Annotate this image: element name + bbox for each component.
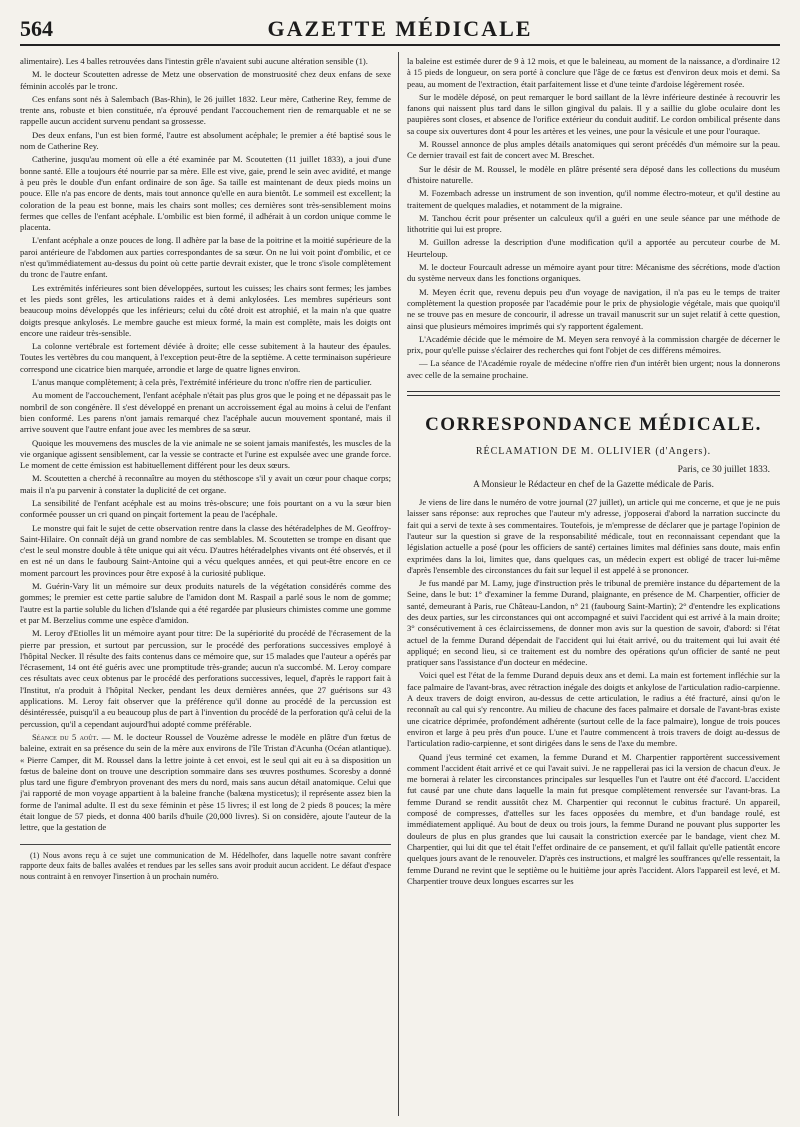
page-number: 564 xyxy=(20,16,53,41)
paragraph: Sur le désir de M. Roussel, le modèle en plâtre présenté sera déposé dans les collections du muséum d'histoire naturelle. xyxy=(407,163,780,185)
paragraph: la baleine est estimée durer de 9 à 12 mois, et que le baleineau, au moment de la naissance, a d'ordinaire 12 à 15 pieds de longueur, on sera porté à conclure que l'âge de ce fœtus est d'environ deux mois et demi. Sa peau, au moment de l'extraction, était parfaitement lisse et d'une teinte d'ardoise légèrement rosée. xyxy=(407,56,780,89)
paragraph: M. le docteur Fourcault adresse un mémoire ayant pour titre: Mécanisme des sécrétions, mode d'action du système nerveux dans les fonctions organiques. xyxy=(407,262,780,284)
paragraph: L'enfant acéphale a onze pouces de long. Il adhère par la base de la poitrine et la moitié supérieure de la paroi antérieure de l'abdomen aux parties correspondantes de sa sœur. On ne lui voit point d'ombilic, et ce n'est qu'immédiatement au-dessus du point où cette partie devrait exister, que le tronc s'isole complètement du tronc de l'autre enfant. xyxy=(20,235,391,280)
paragraph: Au moment de l'accouchement, l'enfant acéphale n'était pas plus gros que le poing et ne dépassait pas le nombril de son congénère. Il s'est développé en prenant un accroissement égal au moins à celui de l'enfant bien conformé. Les parens n'ont jamais remarqué chez l'acéphale aucun mouvement spontané, mais il arrive souvent que l'autre enfant joue avec les membres de sa sœur. xyxy=(20,390,391,435)
footnote-divider xyxy=(20,844,391,845)
paragraph: alimentaire). Les 4 balles retrouvées dans l'intestin grêle n'avaient subi aucune altération sensible (1). xyxy=(20,56,368,66)
section-divider xyxy=(407,391,780,396)
paragraph: Sur le modèle déposé, on peut remarquer le bord saillant de la lèvre inférieure destinée à recouvrir les fanons qui naissent plus tard dans le sillon gingival du palais. Il y a saillie du globe oculaire dont les paupières sont closes, et absence de l'orifice extérieur du conduit auditif. Le cordon ombilical présente dans sa coupe six ouvertures dont 4 pour les artères et les veines, une pour la vésicule et une pour l'ouraque. xyxy=(407,91,780,136)
article-subtitle: RÉCLAMATION DE M. OLLIVIER (d'Angers). xyxy=(475,446,712,458)
paragraph: M. Scoutetten a cherché à reconnaître au moyen du stéthoscope s'il y avait un cœur pour chaque corps; mais il n'a pu parvenir à constater la duplicité de cet organe. xyxy=(20,473,391,495)
journal-title: GAZETTE MÉDICALE xyxy=(267,16,533,41)
paragraph: L'Académie décide que le mémoire de M. Meyen sera renvoyé à la commission chargée de décerner le prix, pour qu'elle puisse s'éclairer des recherches qui font l'objet de ces différens mémoires. xyxy=(407,333,780,356)
left-column xyxy=(20,56,391,1116)
paragraph: Ces enfans sont nés à Salembach (Bas-Rhin), le 26 juillet 1832. Leur mère, Catherine Rey, femme de trente ans, robuste et bien constituée, n'a éprouvé pendant l'accouchement rien de remarquable et ne se rappelle aucun accident survenu pendant sa grossesse. xyxy=(20,93,391,127)
session-text: — M. le docteur Roussel de Vouzème adresse le modèle en plâtre d'un fœtus de baleine, extrait en sa présence du sein de la mère aux environs de l'île Tristan d'Acunha (Océan atlantique). « Pierre Camper, dit M. Roussel dans la lettre jointe à cet envoi, est le seul qui ait eu à sa disposition un fœtus de baleine dont on trouve une description sommaire dans ses œuvres posthumes. Scoresby a donné plus tard une figure d'embryon provenant des mers du nord, mais sans aucun détail anatomique. Celui que j'ai rapporté de mon voyage appartient à la baleine franche (balœna mysticetus); il représente assez bien la forme de l'animal adulte. Il est du sexe féminin et pèse 15 livres; il est long de 2 pieds 8 pouces; la mère était longue de 57 pieds, et donna 400 barils d'huile (20,000 livres). Si on considère, ajoute l'auteur de la lettre, que la gestation de xyxy=(20,731,391,833)
letter-paragraph: Voici quel est l'état de la femme Durand depuis deux ans et demi. La main est fortement infléchie sur la face palmaire de l'avant-bras, avec rétraction inégale des doigts et ankylose de l'articulation radio-carpienne. A deux travers de doigt environ, au-dessus de cette articulation, le radius a été fracturé, ainsi qu'on le reconnaît au cal qui s'y rencontre. Au milieu de chacune des faces palmaire et dorsale de l'avant-bras existe une cicatrice déprimée, profondément adhérente (surtout celle de la face palmaire), longue de trois pouces environ et large à peu près d'un pouce. L'une et l'autre commencent à trois travers de doigt au-dessus de l'articulation radio-carpienne, et sont dirigées dans le sens de l'axe du membre. xyxy=(407,670,780,749)
letter-paragraph: Je viens de lire dans le numéro de votre journal (27 juillet), un article qui me concerne, et que je ne puis laisser sans réponse: aux reproches que l'auteur m'y adresse, j'opposerai d'abord la narration succincte du fait qui a servi de texte à ses commentaires. Toutefois, je m'empresse de déclarer que je partage l'opinion de l'auteur sur la question si grave de la responsabilité médicale, tout en reconnaissant cependant que la législation actuelle a posé (pour les officiers de santé) certaines limites mal définies sans doute, mais enfin exprimées dans la loi, limites que, dans quelques cas, un médecin expert est obligé de tracer lui-même d'après l'ensemble des circonstances du fait sur lequel il est appelé à se prononcer. xyxy=(407,497,780,575)
paragraph: M. Fozembach adresse un instrument de son invention, qu'il nomme électro-moteur, et qu'il destine au traitement de quelques maladies, et notamment de la migraine. xyxy=(407,188,780,210)
dateline: Paris, ce 30 juillet 1833. xyxy=(677,465,770,476)
paragraph: Des deux enfans, l'un est bien formé, l'autre est absolument acéphale; le premier a été baptisé sous le nom de Catherine Rey. xyxy=(20,129,391,152)
paragraph: M. le docteur Scoutetten adresse de Metz une observation de monstruosité chez deux enfans de sexe féminin accolés par le tronc. xyxy=(20,69,391,91)
paragraph: M. Tanchou écrit pour présenter un calculeux qu'il a guéri en une seule séance par une méthode de lithotritie qui lui est propre. xyxy=(407,212,780,235)
session-label: Séance du 5 août. xyxy=(32,731,99,742)
paragraph: — La séance de l'Académie royale de médecine n'offre rien d'un intérêt bien urgent; nous la donnerons avec celle de la semaine prochaine. xyxy=(407,358,780,380)
right-column xyxy=(407,56,780,1116)
footnote: (1) Nous avons reçu à ce sujet une communication de M. Hédelhofer, dans laquelle notre savant confrère rapporte deux faits de balles avalées et rendues par les selles sans avoir produit aucun accident. Le défaut d'espace nous contraint à en renvoyer l'insertion à un prochain numéro. xyxy=(20,850,391,881)
paragraph: M. Guillon adresse la description d'une modification qu'il a apportée au percuteur courbe de M. Heurteloup. xyxy=(407,237,780,259)
letter-paragraph: Je fus mandé par M. Lamy, juge d'instruction près le tribunal de première instance du département de la Seine, dans le but: 1° d'examiner la femme Durand, plaignante, en présence de M. Charpentier, officier de santé, demeurant à Paris, rue Château-Landon, n° 21 (faubourg Saint-Martin); 2° d'entendre les explications des deux parties, sur les circonstances qui ont accompagné et suivi l'accident qui est arrivé à la main droite; 3° consécutivement à ces éclaircissemens, de donner mon avis sur la question de savoir, d'abord: si l'état actuel de la femme Durand dépendait de l'accident qui lui était arrivé, ou du traitement qui lui avait été appliqué; en second lieu, si ce traitement est du nombre des opérations qu'un officier de santé ne peut pratiquer sans l'assistance d'un docteur en médecine. xyxy=(407,578,780,668)
paragraph: M. Leroy d'Etiolles lit un mémoire ayant pour titre: De la supériorité du procédé de l'écrasement de la pierre par pression, et surtout par percussion, sur le procédé des perforations successives employé à l'hôpital Necker. Il résulte des faits contenus dans ce mémoire que, sur 15 malades que l'auteur a opérés par l'écrasement, 14 ont été guéris avec une promptitude très-grande; aucun n'a succombé. M. Leroy compare ces résultats avec ceux obtenus par le procédé des perforations successives, lequel, d'après le rapport fait à l'Institut, n'a produit à l'hôpital Necker, pendant les deux dernières années, que 27 guérisons sur 43 applications. M. Leroy fait observer que la préférence qu'il donne au procédé de la percussion est désintéressée, puisqu'il a eu beaucoup plus de part à l'invention du procédé de la perforation qu'à celui de la percussion, qu'il a cependant aujourd'hui adopté comme préférable. xyxy=(20,628,391,729)
paragraph: Le monstre qui fait le sujet de cette observation rentre dans la classe des hétéradelphes de M. Geoffroy-Saint-Hilaire. On connaît déjà un grand nombre de cas semblables. M. Scoutetten se trompe en disant que c'est le seul monstre double à tête unique qui ait vécu. D'autres hétéradelphes vivants ont été observés, et il en est né un dans le faubourg Saint-Antoine qui a vécu quelques années, et qui peut-être encore en ce moment parcourt les provinces pour être exposé à la curiosité publique. xyxy=(20,522,391,578)
paragraph: Les extrémités inférieures sont bien développées, surtout les cuisses; les chairs sont fermes; les jambes et les pieds sont grêles, les articulations raides et à demi ankylosées. Les membres supérieurs sont beaucoup moins développés que les inférieurs; celui du côté droit est atrophié, et la main n'a que quatre doigts presque ankylosés. Le membre gauche est mieux formé, la main est complète, mais les doigts ont encore une raideur très-sensible. xyxy=(20,282,391,338)
letter-paragraph: Quand j'eus terminé cet examen, la femme Durand et M. Charpentier rapportèrent successivement comment l'accident était arrivé et ce qui l'avait suivi. Je ne rappellerai pas ici la version de chacun d'eux. Je me bornerai à relater les circonstances principales sur lesquelles l'un et l'autre ont été d'accord. L'accident fut causé par une chute dans laquelle la main fut presque complètement renversée sur l'avant-bras. La femme Durand se rendit aussitôt chez M. Charpentier qui reconnut le cubitus fracturé. Un appareil, composé de compresses, d'attelles sur les faces opposées du membre, et d'un bandage roulé, est immédiatement appliqué. Au bout de deux ou trois jours, la femme Durand ne pouvant plus supporter les douleurs de plus en plus grandes que lui causait la constriction exercée par le bandage, vient chez M. Charpentier, qui lui dit que tel était l'effet ordinaire de ce pansement, et qu'il fallait qu'elle patientât encore quelques jours avant de le renouveler. D'après ces instructions, et malgré les souffrances qu'elle ressentait, la femme Durand ne revint que le septième ou le huitième jour après l'accident. Alors l'appareil est levé, et M. Charpentier trouve deux longues escarres sur les xyxy=(407,751,780,886)
section-title: CORRESPONDANCE MÉDICALE. xyxy=(425,414,762,436)
page-header xyxy=(20,14,780,46)
paragraph: Quoique les mouvemens des muscles de la vie animale ne se soient jamais manifestés, les muscles de la vie organique agissent sensiblement, car la vessie se contracte et l'urine est expulsée avec une grande force. Le moment de cette émission est habituellement différent pour les deux sœurs. xyxy=(20,437,391,471)
letter-address: A Monsieur le Rédacteur en chef de la Gazette médicale de Paris. xyxy=(473,479,714,490)
column-divider xyxy=(398,52,399,1116)
paragraph: M. Meyen écrit que, revenu depuis peu d'un voyage de navigation, il n'a pas eu le temps de traiter complètement la question proposée par l'académie pour le prix de physiologie végétale, mais que quoiqu'il ne se trouve pas en mesure de concourir, il adresse un travail manuscrit sur un sujet relatif à cette question, ainsi que plusieurs mémoires imprimés qui s'y rapportent également. xyxy=(407,286,780,331)
paragraph: La colonne vertébrale est fortement déviée à droite; elle cesse subitement à la hauteur des épaules. Toutes les vertèbres du cou manquent, à l'exception peut-être de la septième. A cette terminaison supérieure correspond une cicatrice bien marquée, arrondie et large de quatre lignes environ. xyxy=(20,341,391,374)
paragraph: La sensibilité de l'enfant acéphale est au moins très-obscure; une fois pourtant on a vu la sœur bien conformée pousser un cri quand on pinçait fortement la peau de l'acéphale. xyxy=(20,497,391,520)
paragraph: Catherine, jusqu'au moment où elle a été examinée par M. Scoutetten (11 juillet 1833), a joui d'une bonne santé. Elle a toujours été nourrie par sa mère. Elle est vive, gaie, prend le sein avec avidité, et mange à peu près le double d'un enfant ordinaire de son âge. Sa taille est maintenant de deux pieds moins un pouce. Elle n'a pas encore de dents, mais tout annonce qu'elle en aura bientôt. Le sommeil est excellent; la coloration de la peau est bonne, mais les chairs sont molles; ces dernières sont très-sensiblement moins fermes que celles de l'enfant acéphale. L'ombilic est bien formé, il adhérait à un cordon unique comme le placenta. xyxy=(20,154,391,233)
paragraph: L'anus manque complètement; à cela près, l'extrémité inférieure du tronc n'offre rien de particulier. xyxy=(32,377,372,388)
session-paragraph xyxy=(20,732,391,834)
paragraph: M. Guérin-Vary lit un mémoire sur deux produits naturels de la végétation considérés comme des gommes; le premier est cette partie salubre de l'amidon dont M. Raspail a parlé sous le nom de gomme; l'autre est la partie soluble du lichen d'Islande qui a été regardée par plusieurs chimistes comme une gomme et par M. Berzelius comme une espèce d'amidon. xyxy=(20,581,391,625)
paragraph: M. Roussel annonce de plus amples détails anatomiques qui seront précédés d'un mémoire sur la peau. Ce dernier travail est fait de concert avec M. Breschet. xyxy=(407,139,780,161)
